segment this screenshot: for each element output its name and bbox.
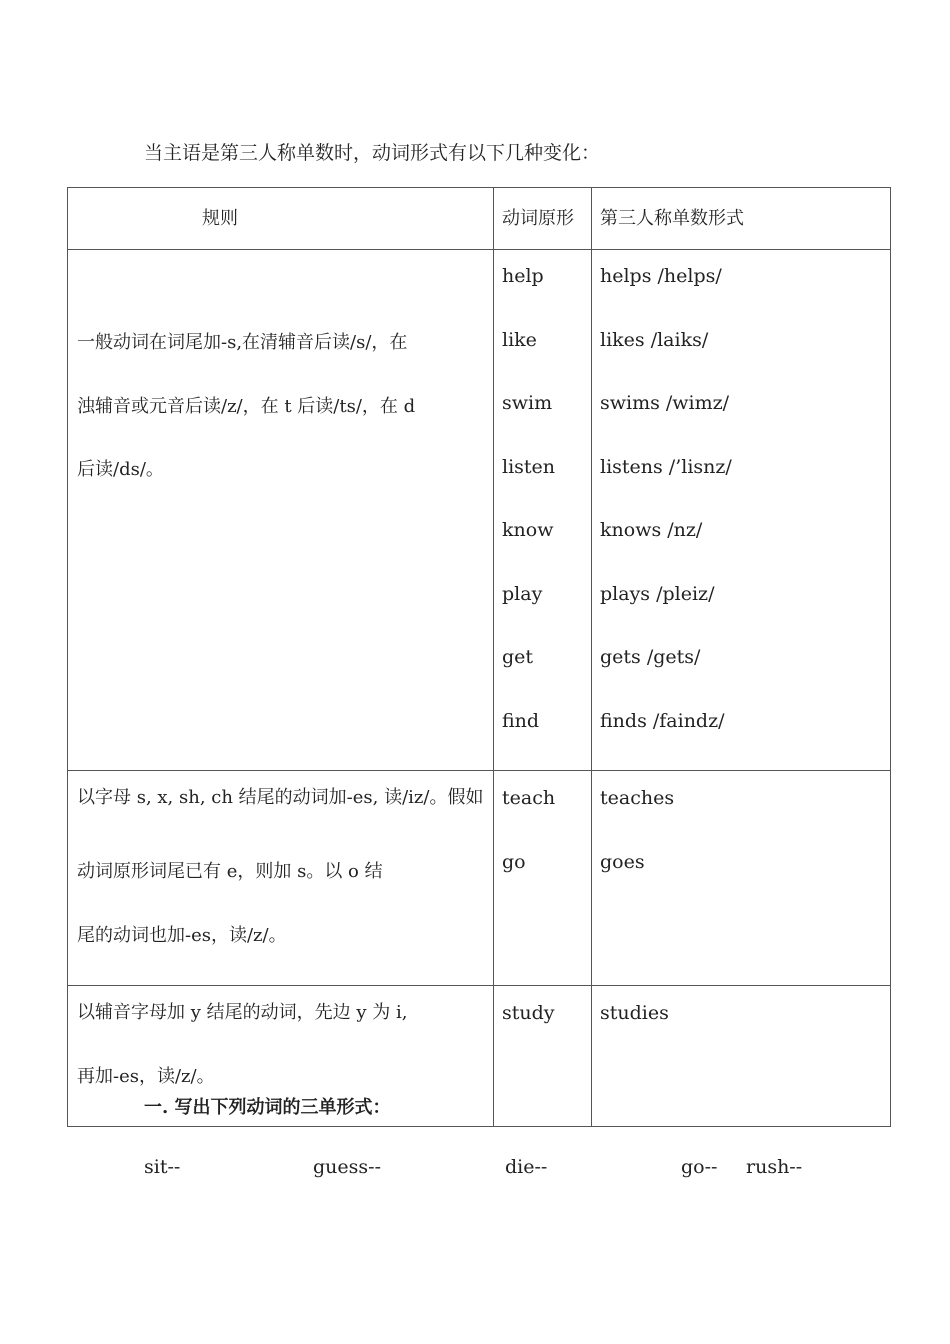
third-person-verb: goes bbox=[600, 850, 645, 873]
table-row bbox=[68, 771, 891, 986]
table-row bbox=[68, 250, 891, 771]
base-verb: listen bbox=[502, 455, 556, 478]
exercise-word: die-- bbox=[505, 1156, 548, 1178]
base-verb: like bbox=[502, 328, 537, 351]
third-person-verb: swims /wimz/ bbox=[600, 392, 730, 414]
base-form-cell bbox=[494, 771, 592, 986]
third-person-cell bbox=[592, 250, 891, 771]
base-verb: go bbox=[502, 850, 526, 873]
base-verb: teach bbox=[502, 787, 556, 809]
base-verb: find bbox=[502, 709, 540, 732]
rule-line: 尾的动词也加-es，读/z/。 bbox=[77, 924, 287, 946]
base-verb: know bbox=[502, 519, 554, 541]
rule-line: 一般动词在词尾加-s,在清辅音后读/s/，在 bbox=[77, 332, 408, 353]
base-verb: help bbox=[502, 265, 544, 287]
base-verb: play bbox=[502, 582, 543, 605]
third-person-verb: teaches bbox=[600, 787, 675, 809]
header-rule: 规则 bbox=[68, 188, 494, 250]
exercise-title: 一. 写出下列动词的三单形式： bbox=[144, 1097, 391, 1118]
third-person-verb: knows /nz/ bbox=[600, 519, 703, 541]
rule-cell bbox=[68, 771, 494, 986]
header-third-person: 第三人称单数形式 bbox=[592, 188, 891, 250]
base-form-cell bbox=[494, 986, 592, 1127]
exercise-word: rush-- bbox=[746, 1156, 803, 1178]
rule-line: 动词原形词尾已有 e，则加 s。以 o 结 bbox=[77, 861, 383, 882]
base-verb: study bbox=[502, 1002, 555, 1024]
exercise-word: go-- bbox=[681, 1156, 718, 1178]
third-person-cell bbox=[592, 986, 891, 1127]
third-person-verb: gets /gets/ bbox=[600, 646, 701, 668]
rule-line: 以辅音字母加 y 结尾的动词，先边 y 为 i, bbox=[77, 1002, 408, 1023]
third-person-verb: finds /faindz/ bbox=[600, 709, 725, 732]
table-header-row bbox=[68, 188, 891, 250]
rule-line: 浊辅音或元音后读/z/，在 t 后读/ts/，在 d bbox=[77, 395, 416, 417]
base-verb: get bbox=[502, 646, 534, 668]
rule-cell bbox=[68, 250, 494, 771]
rule-line: 再加-es，读/z/。 bbox=[77, 1065, 215, 1087]
rule-line: 后读/ds/。 bbox=[77, 459, 164, 480]
rule-line: 以字母 s, x, sh, ch 结尾的动词加-es, 读/iz/。假如 bbox=[77, 787, 484, 808]
third-person-cell bbox=[592, 771, 891, 986]
header-base-form: 动词原形 bbox=[494, 188, 592, 250]
third-person-verb: studies bbox=[600, 1002, 669, 1024]
exercise-word: guess-- bbox=[313, 1156, 381, 1178]
base-verb: swim bbox=[502, 392, 553, 414]
third-person-verb: listens /’lisnz/ bbox=[600, 455, 732, 478]
third-person-verb: likes /laiks/ bbox=[600, 328, 709, 351]
verb-rules-table bbox=[67, 187, 891, 1127]
exercise-word: sit-- bbox=[144, 1156, 181, 1178]
third-person-verb: helps /helps/ bbox=[600, 265, 722, 287]
third-person-verb: plays /pleiz/ bbox=[600, 582, 715, 605]
intro-text: 当主语是第三人称单数时，动词形式有以下几种变化： bbox=[144, 142, 601, 164]
base-form-cell bbox=[494, 250, 592, 771]
